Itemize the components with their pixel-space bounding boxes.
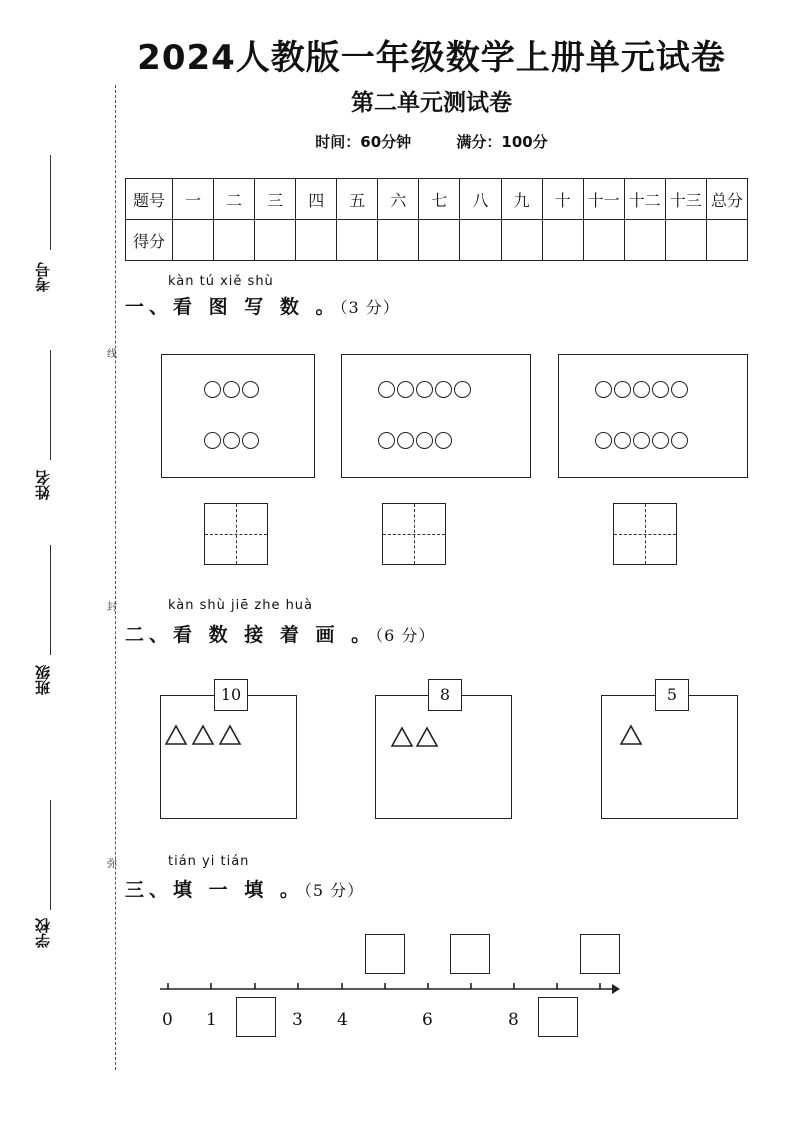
page-subtitle: 第二单元测试卷 [351,90,512,116]
score-cell[interactable] [583,220,624,261]
score-table-col: 六 [378,179,419,220]
drawing-box[interactable] [601,695,738,819]
section1-title-text: 一、看 图 写 数 。 [125,296,340,318]
circle-icon [378,432,395,449]
score-table-col: 十 [542,179,583,220]
section2-title-text: 二、看 数 接 着 画 。 [125,624,376,646]
target-number-tag: 5 [655,679,689,711]
circle-icon [671,381,688,398]
circle-icon [397,381,414,398]
circle-icon [595,381,612,398]
score-table-col: 九 [501,179,542,220]
score-cell[interactable] [214,220,255,261]
circle-icon [614,432,631,449]
score-cell[interactable] [296,220,337,261]
number-line-label: 0 [162,1010,173,1030]
time-label: 时间：60分钟 [315,133,412,151]
class-field[interactable] [50,545,51,655]
score-cell[interactable] [501,220,542,261]
circle-icon [416,381,433,398]
score-cell[interactable] [460,220,501,261]
score-table [125,178,748,261]
circle-icon [242,381,259,398]
binding-mark-seal: 封 [107,602,117,613]
score-table-col: 八 [460,179,501,220]
score-table-col: 四 [296,179,337,220]
circle-icon [435,432,452,449]
score-cell[interactable] [665,220,706,261]
section1-title [125,292,400,319]
circle-row [595,432,690,449]
score-cell[interactable] [255,220,296,261]
number-fill-box[interactable] [236,997,276,1037]
score-cell[interactable] [706,220,747,261]
circle-icon [652,432,669,449]
number-line-label: 8 [508,1010,519,1030]
score-table-row-numbers [126,179,748,220]
circle-icon [223,432,240,449]
section2-points: （6 分） [375,626,436,645]
triangle-group [165,724,245,750]
exam-meta [0,131,793,152]
section1-pinyin: kàn tú xiě shù [168,274,274,289]
drawing-box[interactable] [160,695,297,819]
number-fill-box[interactable] [580,934,620,974]
answer-writing-box[interactable] [613,503,677,565]
circle-row [595,381,690,398]
picture-box [341,354,531,478]
section1-points: （3 分） [339,298,400,317]
circle-row [378,381,473,398]
number-line-label: 1 [206,1010,217,1030]
number-line-label: 3 [292,1010,303,1030]
score-cell[interactable] [337,220,378,261]
picture-box [558,354,748,478]
circle-icon [223,381,240,398]
section3-title [125,875,364,902]
school-label: 学校 [34,918,52,948]
circle-row [204,381,261,398]
score-cell[interactable] [542,220,583,261]
answer-writing-box[interactable] [204,503,268,565]
circle-icon [652,381,669,398]
score-table-col: 七 [419,179,460,220]
number-line-label: 6 [422,1010,433,1030]
circle-icon [633,432,650,449]
number-fill-box[interactable] [450,934,490,974]
score-cell[interactable] [419,220,460,261]
number-fill-box[interactable] [365,934,405,974]
circle-icon [454,381,471,398]
score-table-col: 十一 [583,179,624,220]
circle-icon [204,381,221,398]
circle-icon [633,381,650,398]
school-field[interactable] [50,800,51,910]
number-line-label: 4 [337,1010,348,1030]
circle-icon [378,381,395,398]
score-table-col: 十二 [624,179,665,220]
target-number-tag: 8 [428,679,462,711]
binding-mark-seal2: 弥 [107,859,117,870]
score-table-col: 一 [173,179,214,220]
class-label: 班级 [34,665,52,695]
score-table-row-scores [126,220,748,261]
section2-title [125,620,435,647]
circle-row [378,432,454,449]
circle-icon [671,432,688,449]
exam-no-field[interactable] [50,155,51,250]
drawing-box[interactable] [375,695,512,819]
score-table-col: 五 [337,179,378,220]
section3-title-text: 三、填 一 填 。 [125,879,304,901]
number-fill-box[interactable] [538,997,578,1037]
exam-no-label: 考号 [34,262,52,292]
score-table-col: 十三 [665,179,706,220]
score-table-head-number: 题号 [126,179,173,220]
circle-icon [595,432,612,449]
binding-mark-line: 线 [107,349,117,360]
name-label: 姓名 [34,470,52,500]
picture-box [161,354,315,478]
triangle-group [620,724,644,750]
circle-icon [416,432,433,449]
score-cell[interactable] [624,220,665,261]
section3-pinyin: tián yi tián [168,854,250,869]
score-table-col: 二 [214,179,255,220]
circle-row [204,432,261,449]
circle-icon [204,432,221,449]
score-table-head-score: 得分 [126,220,173,261]
name-field[interactable] [50,350,51,460]
target-number-tag: 10 [214,679,248,711]
section3-points: （5 分） [303,881,365,900]
score-cell[interactable] [173,220,214,261]
triangle-icons [391,726,443,748]
circle-icon [397,432,414,449]
triangle-group [391,726,443,752]
score-table-col: 三 [255,179,296,220]
answer-writing-box[interactable] [382,503,446,565]
page-title: 2024人教版一年级数学上册单元试卷 [137,38,726,78]
score-label: 满分：100分 [456,133,548,151]
circle-icon [614,381,631,398]
circle-icon [242,432,259,449]
score-cell[interactable] [378,220,419,261]
binding-dashed-line [115,85,116,1070]
score-table-col-total: 总分 [706,179,747,220]
section2-pinyin: kàn shù jiē zhe huà [168,598,314,613]
circle-icon [435,381,452,398]
triangle-icons [165,724,245,746]
triangle-icons [620,724,644,746]
